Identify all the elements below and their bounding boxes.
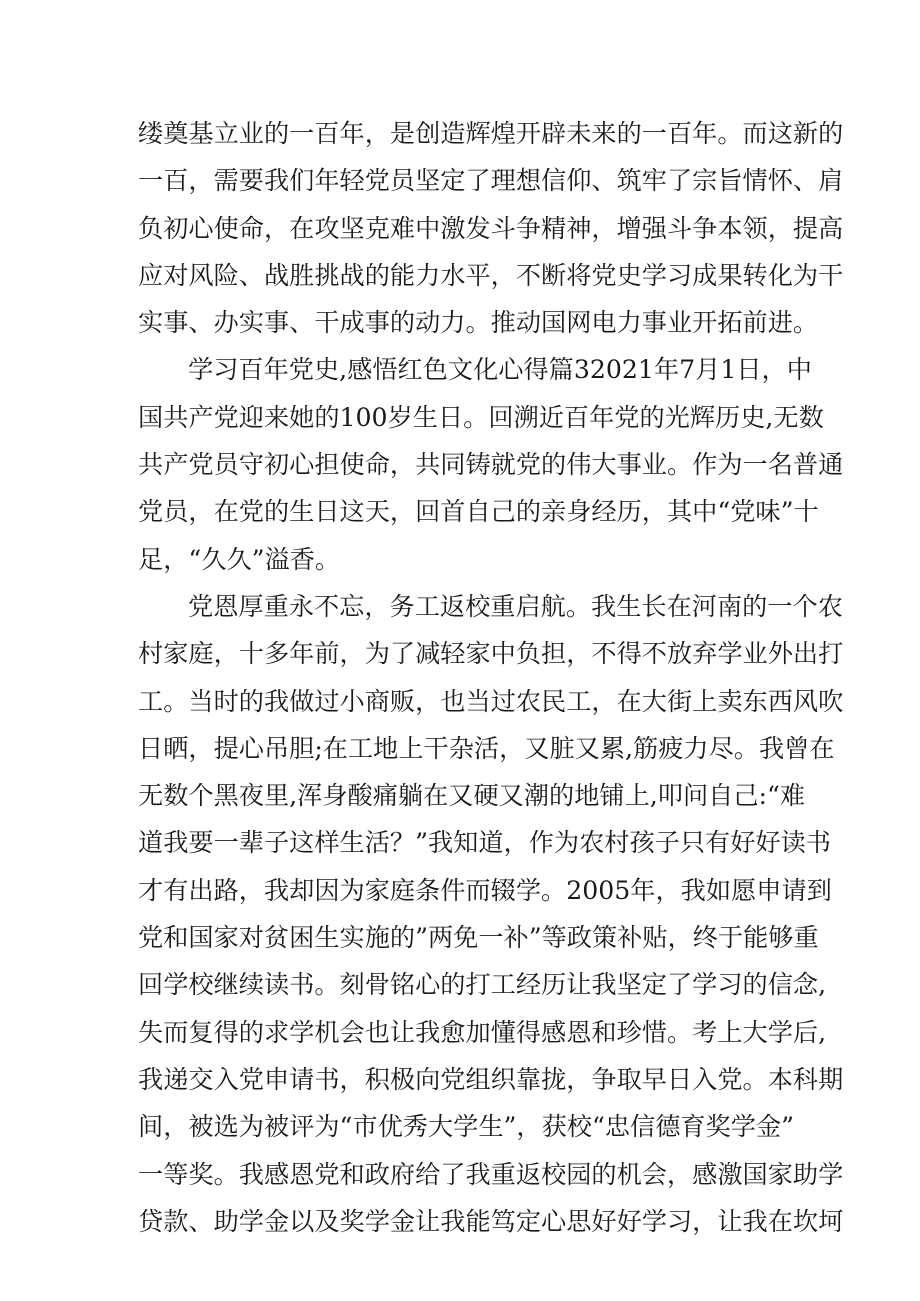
paragraph-line: 国共产党迎来她的100岁生日。回溯近百年党的光辉历史,无数	[138, 402, 824, 432]
paragraph-line: 村家庭，十多年前，为了减轻家中负担，不得不放弃学业外出打	[138, 639, 844, 669]
paragraph-line: 一等奖。我感恩党和政府给了我重返校园的机会，感激国家助学	[138, 1159, 844, 1189]
paragraph-line: 党员，在党的生日这天，回首自己的亲身经历，其中“党味”十	[138, 497, 819, 527]
paragraph-line: 共产党员守初心担使命，共同铸就党的伟大事业。作为一名普通	[138, 450, 844, 480]
paragraph-line: 学习百年党史,感悟红色文化心得篇32021年7月1日，中	[188, 355, 812, 385]
paragraph-line: 无数个黑夜里,浑身酸痛躺在又硬又潮的地铺上,叩问自己:“难	[138, 781, 806, 811]
paragraph-line: 回学校继续读书。刻骨铭心的打工经历让我坚定了学习的信念,	[138, 970, 827, 1000]
paragraph-line: 失而复得的求学机会也让我愈加懂得感恩和珍惜。考上大学后,	[138, 1017, 827, 1047]
paragraph-line: 实事、办实事、干成事的动力。推动国网电力事业开拓前进。	[138, 308, 819, 338]
paragraph-line: 才有出路，我却因为家庭条件而辍学。2005年，我如愿申请到	[138, 875, 832, 905]
paragraph-line: 道我要一辈子这样生活？”我知道，作为农村孩子只有好好读书	[138, 828, 831, 858]
paragraph-line: 日晒，提心吊胆;在工地上干杂活，又脏又累,筋疲力尽。我曾在	[138, 733, 835, 763]
document-body	[138, 110, 844, 1245]
paragraph-line: 缕奠基立业的一百年，是创造辉煌开辟未来的一百年。而这新的	[138, 119, 844, 148]
paragraph-line: 足，“久久”溢香。	[138, 544, 341, 574]
paragraph-line: 党和国家对贫困生实施的”两免一补”等政策补贴，终于能够重	[138, 923, 819, 953]
paragraph-line: 党恩厚重永不忘，务工返校重启航。我生长在河南的一个农	[188, 591, 843, 621]
paragraph-line: 贷款、助学金以及奖学金让我能笃定心思好好学习，让我在坎坷	[138, 1206, 844, 1236]
paragraph-line: 应对风险、战胜挑战的能力水平，不断将党史学习成果转化为干	[138, 260, 844, 290]
paragraph-line: 工。当时的我做过小商贩，也当过农民工，在大街上卖东西风吹	[138, 686, 844, 716]
paragraph-line: 负初心使命，在攻坚克难中激发斗争精神，增强斗争本领，提高	[138, 213, 844, 243]
paragraph-line: 间，被选为被评为“市优秀大学生”，获校“忠信德育奖学金”	[138, 1112, 795, 1142]
paragraph-line: 一百，需要我们年轻党员坚定了理想信仰、筑牢了宗旨情怀、肩	[138, 166, 844, 196]
paragraph-line: 我递交入党申请书，积极向党组织靠拢，争取早日入党。本科期	[138, 1064, 844, 1094]
